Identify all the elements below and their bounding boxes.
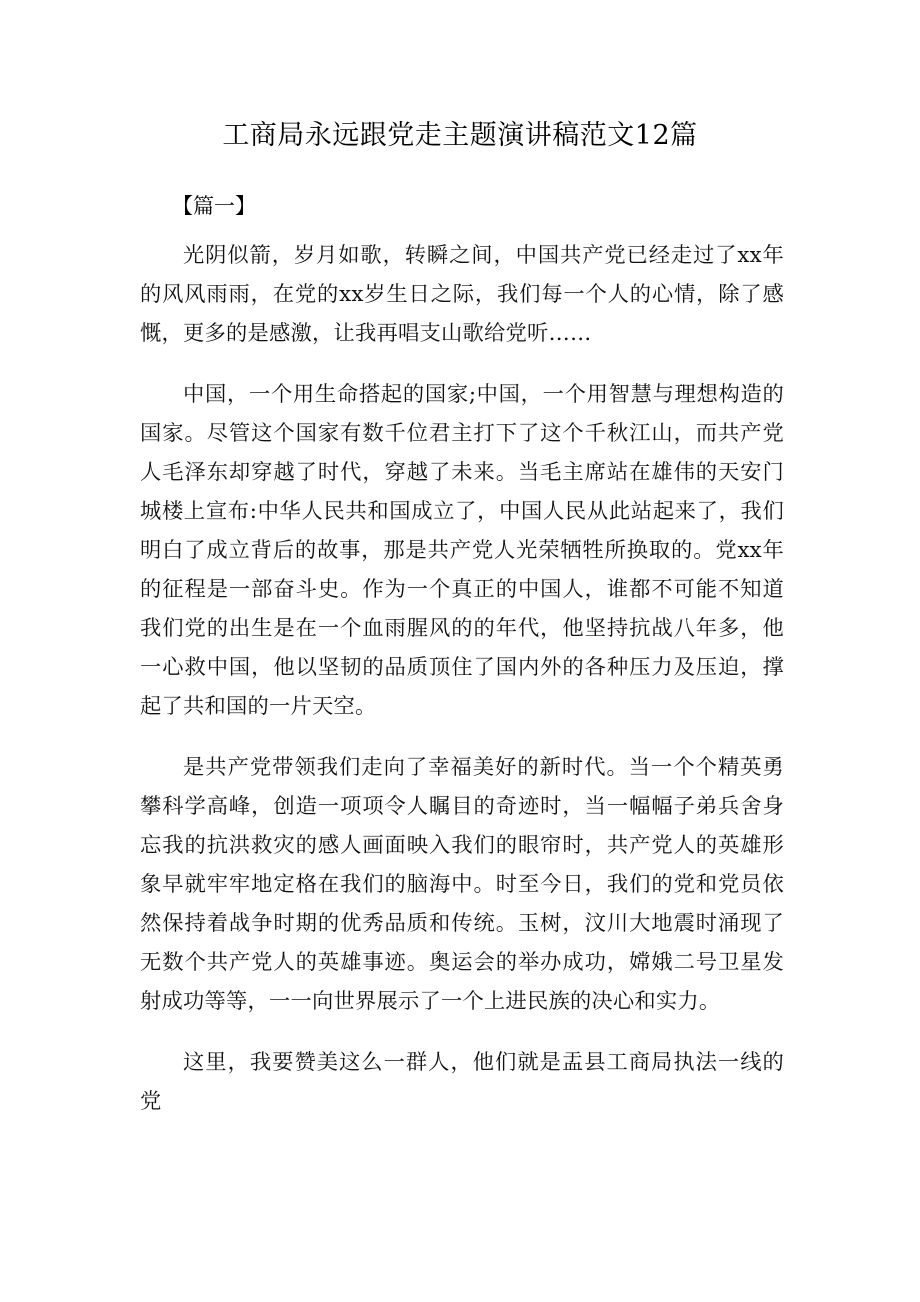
section-label: 【篇一】 bbox=[172, 194, 256, 218]
document-body bbox=[140, 236, 784, 1143]
paragraph-3: 是共产党带领我们走向了幸福美好的新时代。当一个个精英勇攀科学高峰，创造一项项令人瞩目的奇迹时，当一幅幅子弟兵舍身忘我的抗洪救灾的感人画面映入我们的眼帘时，共产党人的英雄形象早就牢牢地定格在我们的脑海中。时至今日，我们的党和党员依然保持着战争时期的优秀品质和传统。玉树，汶川大地震时涌现了无数个共产党人的英雄事迹。奥运会的举办成功，嫦娥二号卫星发射成功等等，一一向世界展示了一个上进民族的决心和实力。 bbox=[140, 755, 784, 1014]
document-title: 工商局永远跟党走主题演讲稿范文12篇 bbox=[222, 120, 698, 151]
paragraph-4: 这里，我要赞美这么一群人，他们就是盂县工商局执法一线的党 bbox=[140, 1050, 784, 1114]
paragraph-1: 光阴似箭，岁月如歌，转瞬之间，中国共产党已经走过了xx年的风风雨雨，在党的xx岁生日之际，我们每一个人的心情，除了感慨，更多的是感激，让我再唱支山歌给党听…… bbox=[140, 243, 784, 346]
paragraph-2: 中国，一个用生命搭起的国家;中国，一个用智慧与理想构造的国家。尽管这个国家有数千位君主打下了这个千秋江山，而共产党人毛泽东却穿越了时代，穿越了未来。当毛主席站在雄伟的天安门城楼上宣布:中华人民共和国成立了，中国人民从此站起来了，我们明白了成立背后的故事，那是共产党人光荣牺牲所换取的。党xx年的征程是一部奋斗史。作为一个真正的中国人，谁都不可能不知道我们党的出生是在一个血雨腥风的的年代，他坚持抗战八年多，他一心救中国，他以坚韧的品质顶住了国内外的各种压力及压迫，撑起了共和国的一片天空。 bbox=[140, 382, 784, 719]
